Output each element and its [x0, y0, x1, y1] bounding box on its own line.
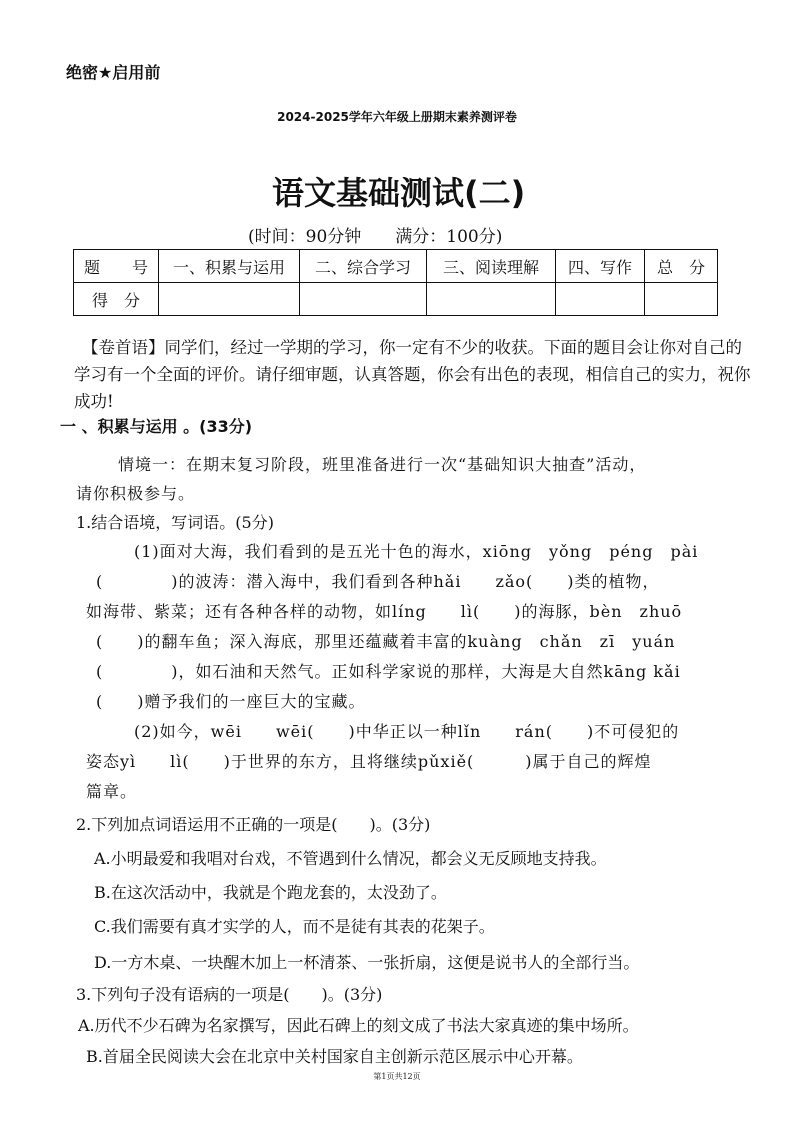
- score-table-cell: 得 分: [74, 283, 159, 316]
- confidential-label: 绝密★启用前: [66, 63, 161, 82]
- exam-title: 2024-2025学年六年级上册期末素养测评卷: [277, 110, 517, 124]
- exam-subtitle: 语文基础测试(二): [272, 174, 526, 212]
- question-text-line: 如海带、紫菜；还有各种各样的动物，如líng lì( )的海豚，bèn zhuō: [86, 602, 683, 621]
- score-table-cell: 总 分: [645, 250, 718, 283]
- question-text-line: ( )的翻车鱼；深入海底，那里还蕴藏着丰富的kuàng chǎn zī yuán: [96, 632, 676, 651]
- score-table-cell: 三、阅读理解: [427, 250, 556, 283]
- question-text-line: 篇章。: [86, 782, 138, 801]
- score-input-cell[interactable]: [300, 283, 427, 316]
- score-table-cell: 一、积累与运用: [159, 250, 300, 283]
- section-heading: 一 、积累与运用 。(33分): [60, 417, 253, 436]
- score-table-score-row: [74, 283, 718, 316]
- question-text-line: ( )赠予我们的一座巨大的宝藏。: [96, 692, 366, 711]
- time-and-score-info: (时间：90分钟 满分：100分): [248, 227, 503, 247]
- preface-text: 【卷首语】同学们，经过一学期的学习，你一定有不少的收获。下面的题目会让你对自己的学习有一个全面的评价。请仔细审题，认真答题，你会有出色的表现，相信自己的实力，祝你成功!: [74, 338, 751, 411]
- score-input-cell[interactable]: [645, 283, 718, 316]
- score-input-cell[interactable]: [556, 283, 645, 316]
- option-b: B.在这次活动中，我就是个跑龙套的，太没劲了。: [94, 883, 447, 902]
- score-table-cell: 四、写作: [556, 250, 645, 283]
- situation-line: 情境一：在期末复习阶段，班里准备进行一次“基础知识大抽查”活动，: [118, 455, 647, 474]
- page-footer: 第1页共12页: [373, 1072, 421, 1081]
- score-input-cell[interactable]: [159, 283, 300, 316]
- question-text-line: (1)面对大海，我们看到的是五光十色的海水，xiōng yǒng péng pài: [134, 542, 699, 561]
- question-text-line: ( )的波涛：潜入海中，我们看到各种hǎi zǎo( )类的植物，: [96, 572, 660, 591]
- option-c: C.我们需要有真才实学的人，而不是徒有其表的花架子。: [94, 917, 495, 936]
- option-b: B.首届全民阅读大会在北京中关村国家自主创新示范区展示中心开幕。: [86, 1047, 583, 1066]
- score-table-cell: 二、综合学习: [300, 250, 427, 283]
- situation-line: 请你积极参与。: [76, 484, 196, 503]
- score-table: [73, 249, 718, 316]
- option-a: A.小明最爱和我唱对台戏，不管遇到什么情况，都会义无反顾地支持我。: [94, 849, 607, 868]
- question-stem: 2.下列加点词语运用不正确的一项是( )。(3分): [76, 815, 431, 834]
- option-a: A.历代不少石碑为名家撰写，因此石碑上的刻文成了书法大家真迹的集中场所。: [78, 1016, 639, 1035]
- question-stem: 1.结合语境，写词语。(5分): [76, 513, 274, 532]
- question-text-line: ( )，如石油和天然气。正如科学家说的那样，大海是大自然kāng kǎi: [96, 662, 681, 681]
- score-input-cell[interactable]: [427, 283, 556, 316]
- question-stem: 3.下列句子没有语病的一项是( )。(3分): [76, 985, 383, 1004]
- question-text-line: 姿态yì lì( )于世界的东方，且将继续pǔxiě( )属于自己的辉煌: [86, 752, 652, 771]
- question-text-line: (2)如今，wēi wēi( )中华正以一种lǐn rán( )不可侵犯的: [134, 722, 680, 741]
- option-d: D.一方木桌、一块醒木加上一杯清茶、一张折扇，这便是说书人的全部行当。: [94, 953, 640, 972]
- score-table-header-row: [74, 250, 718, 283]
- score-table-cell: 题 号: [74, 250, 159, 283]
